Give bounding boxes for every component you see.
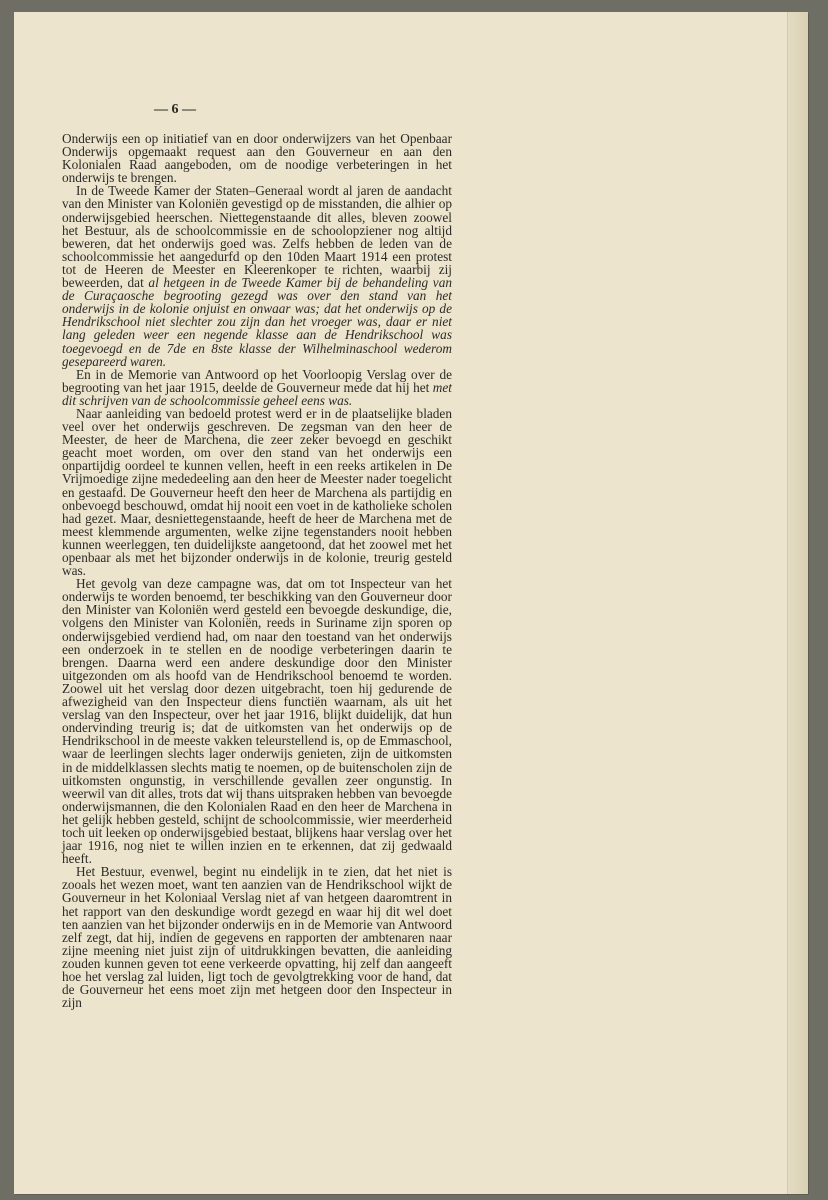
paragraph-text: Het Bestuur, evenwel, begint nu eindelijk in te zien, dat het niet is zooals het wezen moet, want ten aanzien van de Hendrikschool wijkt de Gouverneur in het Koloniaal Verslag niet af van hetgeen daaromtrent in het rapport van den deskundige wordt gezegd en waar hij dit wel doet ten aanzien van het bijzonder onderwijs en in de Memorie van Antwoord zelf zegt, dat hij, indien de gegevens en rapporten der ambtenaren naar zijne meening niet juist zijn of uitdrukkingen bevatten, die aanleiding zouden kunnen geven tot eene verkeerde opvatting, hij zelf dan aangeeft hoe het verslag zal luiden, ligt toch de gevolgtrekking voor de hand, dat de Gouverneur het eens moet zijn met hetgeen door den Inspecteur in zijn	[62, 864, 452, 1011]
body-text	[62, 132, 452, 1009]
paragraph-text: Onderwijs een op initiatief van en door onderwijzers van het Openbaar Onderwijs opgemaakt request aan den Gouverneur en aan den Kolonialen Raad aangeboden, om de noodige verbeteringen in het onderwijs te brengen.	[62, 131, 452, 186]
paragraph	[62, 865, 452, 1009]
paragraph	[62, 577, 452, 865]
page-number: — 6 —	[154, 102, 196, 117]
document-page	[14, 12, 808, 1194]
paragraph-text: Naar aanleiding van bedoeld protest werd er in de plaatselijke bladen veel over het onderwijs geschreven. De zegsman van den heer de Meester, de heer de Marchena, die zeer zeker bevoegd en geschikt geacht moet worden, om over den stand van het onderwijs een onpartijdig oordeel te kunnen vellen, heeft in een reeks artikelen in De Vrijmoedige zijne mededeeling aan den heer de Meester nader toegelicht en gestaafd. De Gouverneur heeft den heer de Marchena als partijdig en onbevoegd beschouwd, omdat hij nooit een voet in de katholieke scholen had gezet. Maar, desniettegenstaande, heeft de heer de Marchena met de meest klemmende argumenten, welke zijne tegenstanders nooit hebben kunnen weerleggen, ten duidelijkste aangetoond, dat het zoowel met het openbaar als met het bijzonder onderwijs in de kolonie, treurig gesteld was.	[62, 405, 452, 579]
paragraph-text: In de Tweede Kamer der Staten–Generaal wordt al jaren de aandacht van den Minister van Koloniën gevestigd op de misstanden, die alhier op onderwijsgebied heerschen. Niettegenstaande dit alles, bleven zoowel het Bestuur, als de schoolcommissie en de schoolopziener nog altijd beweren, dat het onderwijs goed was. Zelfs hebben de leden van de schoolcommissie het aangedurfd op den 10den Maart 1914 een protest tot de Heeren de Meester en Kleerenkoper te richten, waarbij zij beweerden, dat	[62, 183, 452, 291]
italic-text: met dit schrijven van de schoolcommissie geheel eens was.	[62, 379, 452, 408]
italic-text: al hetgeen in de Tweede Kamer bij de behandeling van de Curaçaosche begrooting gezegd was over den stand van het onderwijs in de kolonie onjuist en onwaar was; dat het onderwijs op de Hendrikschool niet slechter zou zijn dan het vroeger was, daar er niet lang geleden weer een negende klasse aan de Hendrikschool was toegevoegd en de 7de en 8ste klasse der Wilhelminaschool wederom gesepareerd waren.	[62, 275, 453, 369]
paragraph	[62, 132, 452, 184]
paragraph	[62, 184, 452, 367]
page-edge	[787, 12, 808, 1194]
paragraph	[62, 368, 452, 407]
paragraph-text: En in de Memorie van Antwoord op het Voorloopig Verslag over de begrooting van het jaar 1915, deelde de Gouverneur mede dat hij het	[62, 366, 452, 395]
paragraph	[62, 407, 452, 577]
paragraph-text: Het gevolg van deze campagne was, dat om tot Inspecteur van het onderwijs te worden benoemd, ter beschikking van den Gouverneur door den Minister van Koloniën werd gesteld een bevoegde deskundige, die, volgens den Minister van Koloniën, reeds in Suriname zijn sporen op onderwijsgebied verdiend had, om naar den toestand van het onderwijs een onderzoek in te stellen en de noodige verbeteringen daarin te brengen. Daarna werd een andere deskundige door den Minister uitgezonden om als hoofd van de Hendrikschool benoemd te worden. Zoowel uit het verslag door dezen uitgebracht, toen hij gedurende de afwezigheid van den Inspecteur diens functiën waarnam, als uit het verslag van den Inspecteur, over het jaar 1916, blijkt duidelijk, dat hun ondervinding treurig is; dat de uitkomsten van het onderwijs op de Hendrikschool in de meeste vakken teleurstellend is, op de Emmaschool, waar de leerlingen slechts lager onderwijs genieten, zijn de uitkomsten in de middelklassen slechts matig te noemen, op de buitenscholen zijn de uitkomsten ongunstig, in verschillende gevallen zeer ongunstig. In weerwil van dit alles, trots dat wij thans uitspraken hebben van bevoegde onderwijsmannen, die den Kolonialen Raad en den heer de Marchena in het gelijk hebben gesteld, schijnt de schoolcommissie, wier meerderheid toch uit leeken op onderwijsgebied bestaat, blijkens haar verslag over het jaar 1916, nog niet te willen inzien en te erkennen, dat zij gedwaald heeft.	[62, 576, 452, 867]
